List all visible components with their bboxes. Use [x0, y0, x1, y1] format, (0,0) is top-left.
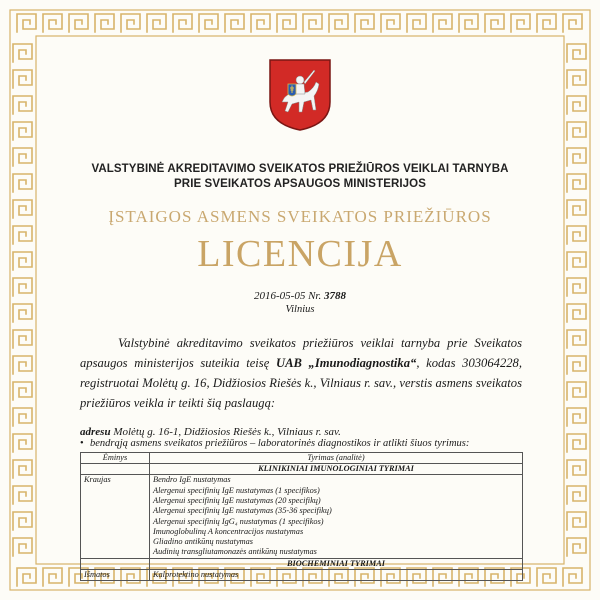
- body-line2: [80, 353, 522, 373]
- table-row: [81, 569, 523, 580]
- agency-name-line1: VALSTYBINĖ AKREDITAVIMO SVEIKATOS PRIEŽIŪROS VEIKLAI TARNYBA: [91, 163, 509, 175]
- table-cell: Alergenui specifinių IgG₄ nustatymas (1 specifikos): [153, 516, 324, 526]
- sample-blood: Kraujas: [81, 475, 150, 558]
- service-item: [80, 438, 540, 449]
- table-cell: Audinių transgliutamonazės antikūnų nustatymas: [153, 547, 317, 557]
- issue-date: 2016-05-05: [254, 290, 306, 302]
- table-section-row: [81, 464, 523, 475]
- coat-of-arms-icon: [268, 58, 332, 132]
- body-line3: registruotai Molėtų g. 16, Didžiosios Riešės k., Vilniaus r. sav., verstis asmens sveikatos: [80, 376, 522, 390]
- body-line2-pre: apsaugos ministerijos suteikia teisę: [80, 356, 276, 370]
- agency-name-line2: PRIE SVEIKATOS APSAUGOS MINISTERIJOS: [174, 178, 426, 190]
- issue-nr-label: Nr.: [308, 290, 322, 302]
- body-line2-post: , kodas 303064228,: [416, 356, 522, 370]
- issue-city: Vilnius: [285, 304, 315, 315]
- address-value: Molėtų g. 16-1, Didžiosios Riešės k., Vilniaus r. sav.: [110, 426, 341, 438]
- body-line1: Valstybinė akreditavimo sveikatos priežiūros veiklai tarnyba prie Sveikatos: [118, 336, 522, 350]
- section-biochemical: BIOCHEMINIAI TYRIMAI: [150, 558, 523, 569]
- table-cell-empty: [81, 464, 150, 475]
- section-clinical-immunology: KLINIKINIAI IMUNOLOGINIAI TYRIMAI: [150, 464, 523, 475]
- license-subtitle: ĮSTAIGOS ASMENS SVEIKATOS PRIEŽIŪROS: [108, 207, 492, 226]
- table-cell: Bendro IgE nustatymas: [153, 475, 231, 485]
- tests-list-biochemical: [150, 569, 523, 580]
- address-line: [80, 426, 540, 438]
- table-header-sample: Ėminys: [81, 453, 150, 464]
- table-cell: Kalprotektino nustatymas: [153, 569, 239, 579]
- table-section-row: [81, 558, 523, 569]
- service-text: bendrąją asmens sveikatos priežiūros – laboratorinės diagnostikos ir atlikti šiuos tyrimus:: [90, 438, 470, 449]
- table-cell: Alergenui specifinių IgE nustatymas (20 specifikų): [153, 496, 321, 505]
- table-cell: Alergenui specifinių IgE nustatymas (35-36 specifikų): [153, 506, 332, 516]
- company-name: UAB „Imunodiagnostika“: [275, 356, 417, 370]
- table-cell: Gliadino antikūnų nustatymas: [153, 537, 254, 547]
- table-cell-empty: [81, 558, 150, 569]
- tests-list-immunology: [150, 475, 523, 558]
- tests-table: [80, 452, 523, 581]
- license-title: LICENCIJA: [197, 233, 403, 275]
- bullet-icon: •: [80, 438, 84, 449]
- body-line4: priežiūros veikla ir teikti šią paslaugą:: [80, 396, 276, 410]
- license-number: 3788: [323, 290, 346, 302]
- table-cell: Imunoglobulinų A koncentracijos nustatymas: [153, 526, 304, 536]
- table-row: [81, 475, 523, 558]
- table-header-test: Tyrimas (analitė): [150, 453, 523, 464]
- sample-stool: Išmatos: [81, 569, 150, 580]
- table-header-row: [81, 453, 523, 464]
- address-label: adresu: [80, 426, 111, 438]
- table-cell: Alergenui specifinių IgE nustatymas (1 specifikos): [153, 485, 320, 495]
- issue-line: [0, 290, 600, 302]
